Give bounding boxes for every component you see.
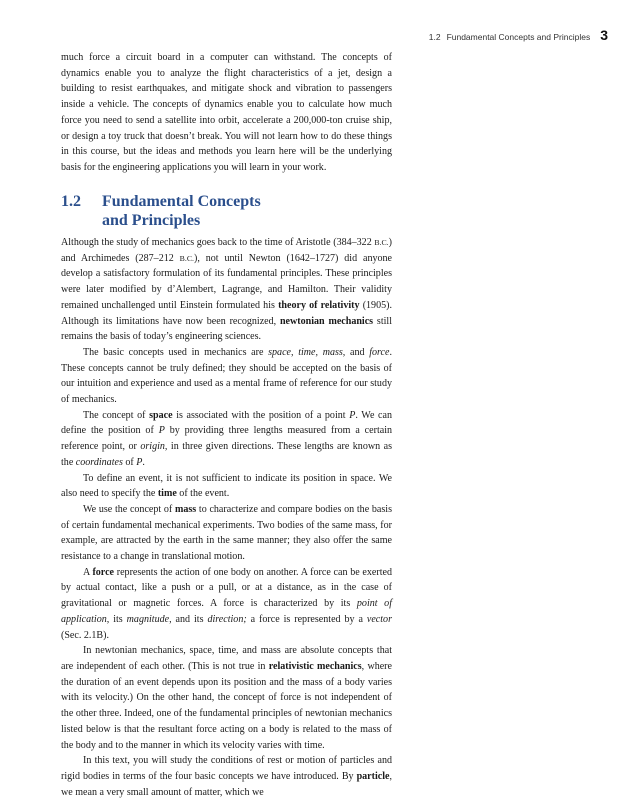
text-run: of <box>122 456 137 468</box>
paragraph-time <box>61 471 392 502</box>
running-head-section-number: 1.2 <box>428 32 441 42</box>
text-run: To define an event, it is not sufficient to indicate its position in space. We also need to specify the <box>61 472 392 500</box>
text-run: We use the concept of <box>83 503 175 515</box>
paragraph-newtonian <box>61 643 392 753</box>
paragraph-space <box>61 408 392 471</box>
text-run: Although the study of mechanics goes back to the time of Aristotle (384–322 <box>61 237 375 248</box>
era-abbrev: B.C. <box>179 253 194 263</box>
text-run: a force is represented by a <box>246 613 367 625</box>
paragraph-mass <box>61 502 392 565</box>
text-run: is associated with the position of a point <box>172 409 350 421</box>
text-run: The basic concepts used in mechanics are <box>83 346 269 358</box>
paragraph-force <box>61 565 392 644</box>
emphasis: space, time, mass, <box>268 346 346 358</box>
text-run: and its <box>171 613 208 625</box>
text-run: , where the duration of an event depends upon its position and the mass of a body varies with its velocity.) On the other hand, the concept of force is not independent of the other three. Indeed, one of the fundamental principles of newtonian mechanics listed below is that the resultant force acting on a body is related to the mass of the body and to the manner in which its velocity varies with time. <box>61 660 392 751</box>
paragraph-history <box>61 235 392 345</box>
text-run: , we mean a very small amount of matter, which we <box>61 770 392 798</box>
key-term: particle <box>356 770 390 782</box>
intro-paragraph: much force a circuit board in a computer can withstand. The concepts of dynamics enable you to analyze the flight characteristics of a jet, design a building to resist earthquakes, and mitigate shock and vibration to passengers inside a vehicle. The concepts of dynamics enable you to calculate how much force you need to send a satellite into orbit, accelerate a 200,000-ton cruise ship, or design a toy truck that doesn’t break. You will not learn how to do these things in this course, but the ideas and methods you learn here will be the underlying basis for the engineering applications you will learn in your work. <box>61 52 392 173</box>
text-run: (1905). Although its limitations have now been recognized, <box>61 299 392 327</box>
emphasis: coordinates <box>75 456 123 468</box>
text-run: The concept of <box>83 409 150 421</box>
key-term: mass <box>174 503 197 515</box>
text-run: . <box>142 456 145 468</box>
running-head-section-title: Fundamental Concepts and Principles <box>446 32 591 42</box>
text-run: ) and Archimedes (287–212 <box>61 237 392 264</box>
text-run: (Sec. 2.1B). <box>61 629 109 641</box>
text-run: of the event. <box>176 488 230 500</box>
text-run: in three given directions. These lengths are known as the <box>61 441 392 468</box>
era-abbrev: B.C. <box>374 238 389 247</box>
key-term: space <box>149 409 173 421</box>
text-run: ), not until Newton (1642–1727) did anyone develop a satisfactory formulation of its fundamental principles. These principles were later modified by d’Alembert, Lagrange, and Hamilton. Their validity remained unchallenged until Einstein formulated his <box>61 252 392 311</box>
emphasis: P <box>349 409 356 421</box>
paragraph-basic-concepts <box>61 345 392 408</box>
section-heading-title-line2: and Principles <box>102 212 201 229</box>
section-heading-number: 1.2 <box>61 193 81 210</box>
intro-text <box>61 50 392 176</box>
key-term: newtonian mechanics <box>279 315 374 327</box>
paragraph-particle <box>61 753 392 800</box>
text-run: . We can define the position of <box>61 409 392 437</box>
emphasis: point of application, <box>61 598 392 625</box>
emphasis: origin, <box>140 441 168 453</box>
key-term: time <box>157 488 177 500</box>
text-run: A <box>83 566 93 578</box>
section-heading-title-line1: Fundamental Concepts <box>102 193 261 210</box>
text-run: still remains the basis of today’s engineering sciences. <box>61 315 393 343</box>
key-term: relativistic mechanics <box>268 660 362 672</box>
running-head-section <box>429 32 590 42</box>
body-text <box>61 235 392 800</box>
text-run: its <box>109 613 127 625</box>
emphasis: force <box>369 346 390 358</box>
text-run: In this text, you will study the conditions of rest or motion of particles and rigid bodies in terms of the four basic concepts we have introduced. By <box>61 755 392 782</box>
text-run: In newtonian mechanics, space, time, and mass are absolute concepts that are independent of each other. (This is not true in <box>61 645 392 672</box>
text-run: represents the action of one body on another. A force can be exerted by actual contact, like a push or a pull, or at a distance, as in the case of gravitational or magnetic forces. A force is characterized by its <box>61 566 392 610</box>
emphasis: direction; <box>207 613 247 625</box>
emphasis: P <box>136 456 143 468</box>
page-number: 3 <box>600 27 608 43</box>
key-term: theory of relativity <box>278 299 360 311</box>
emphasis: magnitude, <box>126 613 172 625</box>
section-heading <box>61 192 392 230</box>
running-head <box>429 27 608 43</box>
text-run: and <box>345 346 370 358</box>
emphasis: vector <box>366 613 392 625</box>
text-run: by providing three lengths measured from a certain reference point, or <box>61 425 393 453</box>
text-run: to characterize and compare bodies on the basis of certain fundamental mechanical experiments. Two bodies of the same mass, for example, are attracted by the earth in the same manner; they also offer the same resistance to a change in translational motion. <box>61 503 392 563</box>
emphasis: P <box>158 425 165 437</box>
text-run: . These concepts cannot be truly defined; they should be accepted on the basis of our intuition and experience and used as a mental frame of reference for our study of mechanics. <box>61 346 392 406</box>
key-term: force <box>92 566 115 578</box>
